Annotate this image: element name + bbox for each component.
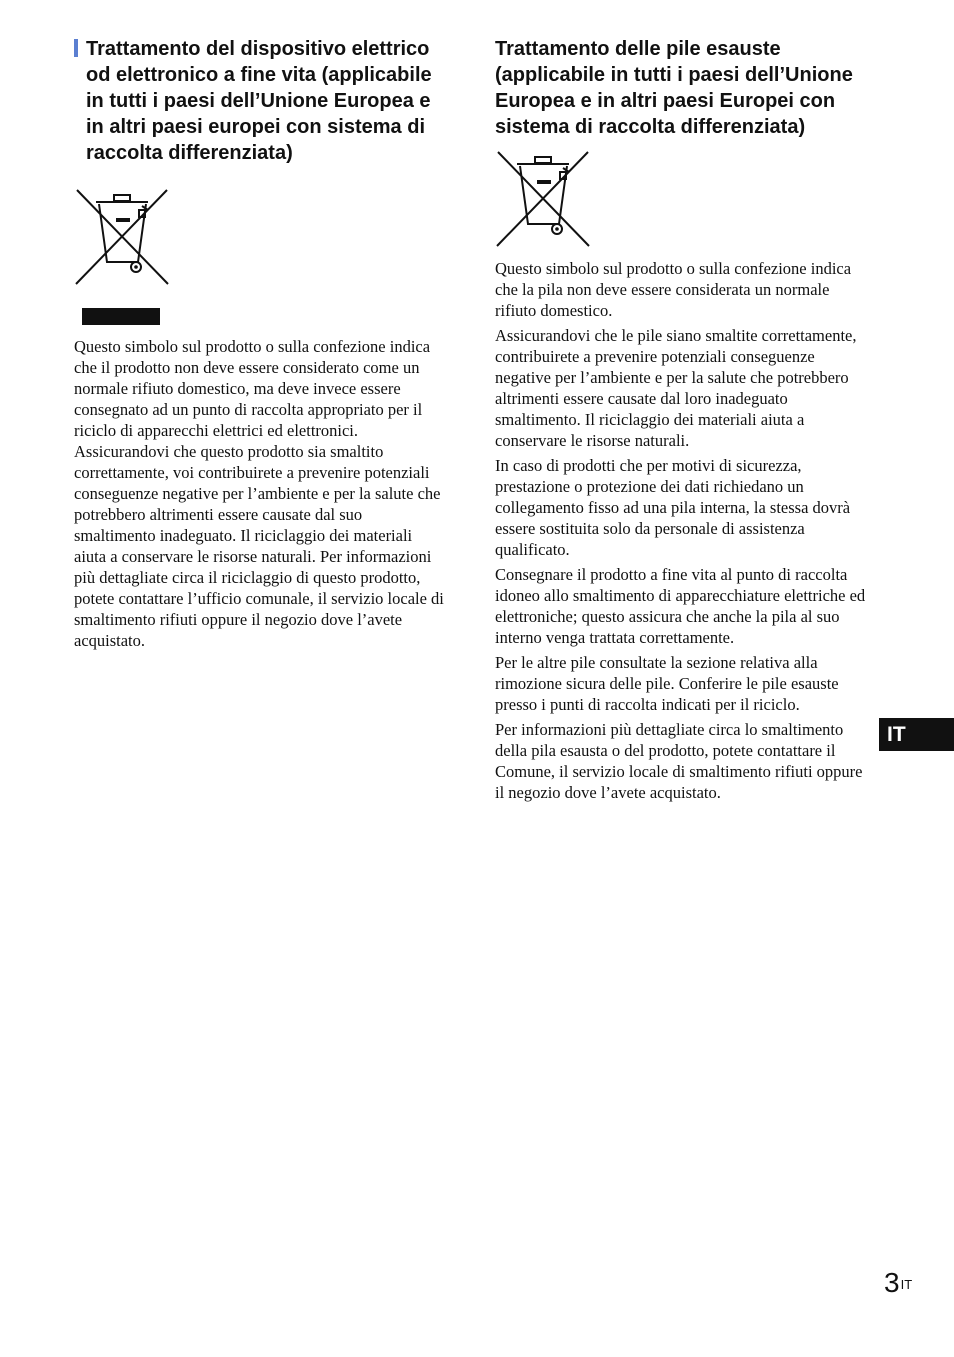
paragraph: Questo simbolo sul prodotto o sulla confezione indica che il prodotto non deve essere considerato come un normale rifiuto domestico, ma deve invece essere consegnato ad un punto di raccolta appropriato per il riciclo di apparecchi elettrici ed elettronici. Assicurandovi che questo prodotto sia smaltito correttamente, voi contribuirete a prevenire potenziali conseguenze negative per l’ambiente e per la salute che potrebbero altrimenti essere causate dal suo smaltimento inadeguato. Il riciclaggio dei materiali aiuta a conservare le risorse naturali. Per informazioni più dettagliate circa il riciclaggio di questo prodotto, potete contattare l’ufficio comunale, il servizio locale di smaltimento rifiuti oppure il negozio dove l’avete acquistato. (74, 337, 444, 650)
paragraph: Per le altre pile consultate la sezione relativa alla rimozione sicura delle pile. Conferire le pile esauste presso i punti di raccolta indicati per il riciclo. (495, 653, 839, 714)
heading-marker (74, 39, 78, 57)
crossed-out-wheelie-bin-icon (495, 150, 591, 248)
page-number-suffix: IT (900, 1277, 913, 1292)
left-paragraphs (74, 336, 446, 651)
paragraph: Per informazioni più dettagliate circa lo smaltimento della pila esausta o del prodotto, potete contattare il Comune, il servizio locale di smaltimento rifiuti oppure il negozio dove l’avete acquistato. (495, 720, 863, 802)
weee-bin-icon (74, 188, 170, 286)
left-heading-text: Trattamento del dispositivo elettrico od elettronico a fine vita (applicabile in tutti i paesi dell’Unione Europea e in altri paesi europei con sistema di raccolta differenziata) (86, 38, 432, 164)
paragraph: Assicurandovi che le pile siano smaltite correttamente, contribuirete a prevenire potenziali conseguenze negative per l’ambiente e per la salute che potrebbero altrimenti essere causate dal loro inadeguato smaltimento. Il riciclaggio dei materiali aiuta a conservare le risorse naturali. (495, 326, 857, 450)
crossed-out-wheelie-bin-icon (74, 188, 170, 286)
right-column (495, 36, 867, 807)
paragraph: In caso di prodotti che per motivi di sicurezza, prestazione o protezione dei dati richiedano un collegamento fisso ad una pila interna, la stessa dovrà essere sostituita solo da personale di assistenza qualificato. (495, 456, 851, 559)
left-heading (74, 36, 446, 166)
weee-date-bar (82, 308, 160, 325)
paragraph: Questo simbolo sul prodotto o sulla confezione indica che la pila non deve essere considerata un normale rifiuto domestico. (495, 259, 852, 320)
left-column (74, 36, 446, 655)
battery-bin-icon (495, 150, 591, 248)
language-tab (879, 718, 954, 751)
page-number (884, 1266, 912, 1300)
language-tab-label: IT (887, 723, 906, 746)
page-number-value: 3 (884, 1267, 900, 1298)
right-paragraphs (495, 258, 867, 803)
paragraph: Consegnare il prodotto a fine vita al punto di raccolta idoneo allo smaltimento di apparecchiature elettriche ed elettroniche; questo assicura che anche la pila al suo interno venga trattata correttamente. (495, 565, 866, 647)
right-heading: Trattamento delle pile esauste (applicabile in tutti i paesi dell’Unione Europea e in altri paesi Europei con sistema di raccolta differenziata) (495, 38, 853, 138)
